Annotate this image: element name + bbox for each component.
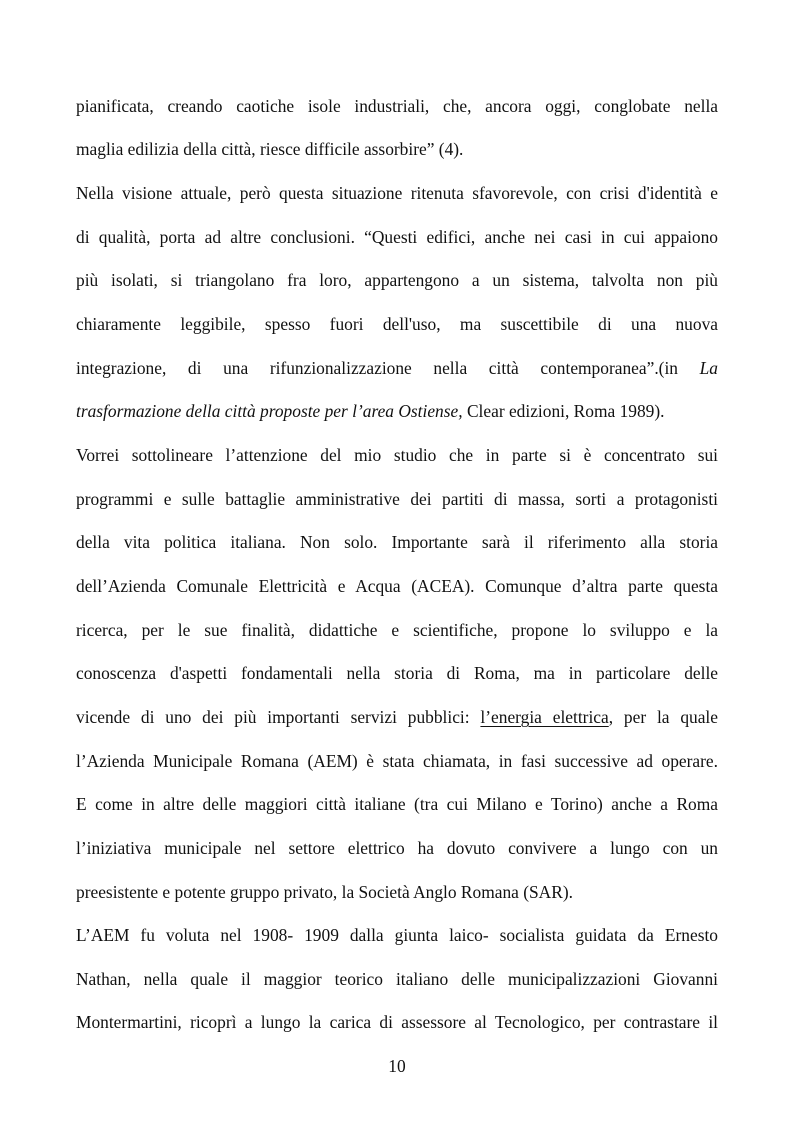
text-line: della vita politica italiana. Non solo. Importante sarà il riferimento alla storia <box>76 532 718 552</box>
text-line <box>76 358 718 378</box>
text-run: Clear edizioni, Roma 1989). <box>466 401 665 421</box>
text-run: vicende di uno dei più importanti servizi pubblici: <box>76 707 470 727</box>
text-line: di qualità, porta ad altre conclusioni. “Questi edifici, anche nei casi in cui appaiono <box>76 227 718 247</box>
text-run: integrazione, di una rifunzionalizzazione nella città contemporanea”.(in <box>76 358 678 378</box>
text-line: Nella visione attuale, però questa situazione ritenuta sfavorevole, con crisi d'identità e <box>76 183 718 203</box>
text-line: più isolati, si triangolano fra loro, appartengono a un sistema, talvolta non più <box>76 270 718 290</box>
text-line: Nathan, nella quale il maggior teorico italiano delle municipalizzazioni Giovanni <box>76 969 718 989</box>
text-line: L’AEM fu voluta nel 1908- 1909 dalla giunta laico- socialista guidata da Ernesto <box>76 925 718 945</box>
text-run: , per la quale <box>608 707 718 727</box>
text-line <box>76 401 718 421</box>
text-line: l’iniziativa municipale nel settore elettrico ha dovuto convivere a lungo con un <box>76 838 718 858</box>
text-line: ricerca, per le sue finalità, didattiche e scientifiche, propone lo sviluppo e la <box>76 620 718 640</box>
text-line: chiaramente leggibile, spesso fuori dell'uso, ma suscettibile di una nuova <box>76 314 718 334</box>
text-line: dell’Azienda Comunale Elettricità e Acqua (ACEA). Comunque d’altra parte questa <box>76 576 718 596</box>
text-line: preesistente e potente gruppo privato, la Società Anglo Romana (SAR). <box>76 882 573 902</box>
text-line: maglia edilizia della città, riesce difficile assorbire” (4). <box>76 139 464 159</box>
italic-title-run: La <box>699 358 718 378</box>
underlined-text-run: l’energia elettrica <box>480 707 609 727</box>
text-line: l’Azienda Municipale Romana (AEM) è stata chiamata, in fasi successive ad operare. <box>76 751 718 771</box>
text-line: programmi e sulle battaglie amministrative dei partiti di massa, sorti a protagonisti <box>76 489 718 509</box>
text-line <box>76 707 718 727</box>
page-number: 10 <box>388 1056 406 1076</box>
text-line: conoscenza d'aspetti fondamentali nella storia di Roma, ma in particolare delle <box>76 663 718 683</box>
text-line: Montermartini, ricoprì a lungo la carica di assessore al Tecnologico, per contrastare il <box>76 1012 718 1032</box>
text-line: pianificata, creando caotiche isole industriali, che, ancora oggi, conglobate nella <box>76 96 718 116</box>
italic-title-run: trasformazione della città proposte per l’area Ostiense, <box>76 401 463 421</box>
document-page <box>76 0 718 1123</box>
text-line: Vorrei sottolineare l’attenzione del mio studio che in parte si è concentrato sui <box>76 445 718 465</box>
text-line: E come in altre delle maggiori città italiane (tra cui Milano e Torino) anche a Roma <box>76 794 718 814</box>
